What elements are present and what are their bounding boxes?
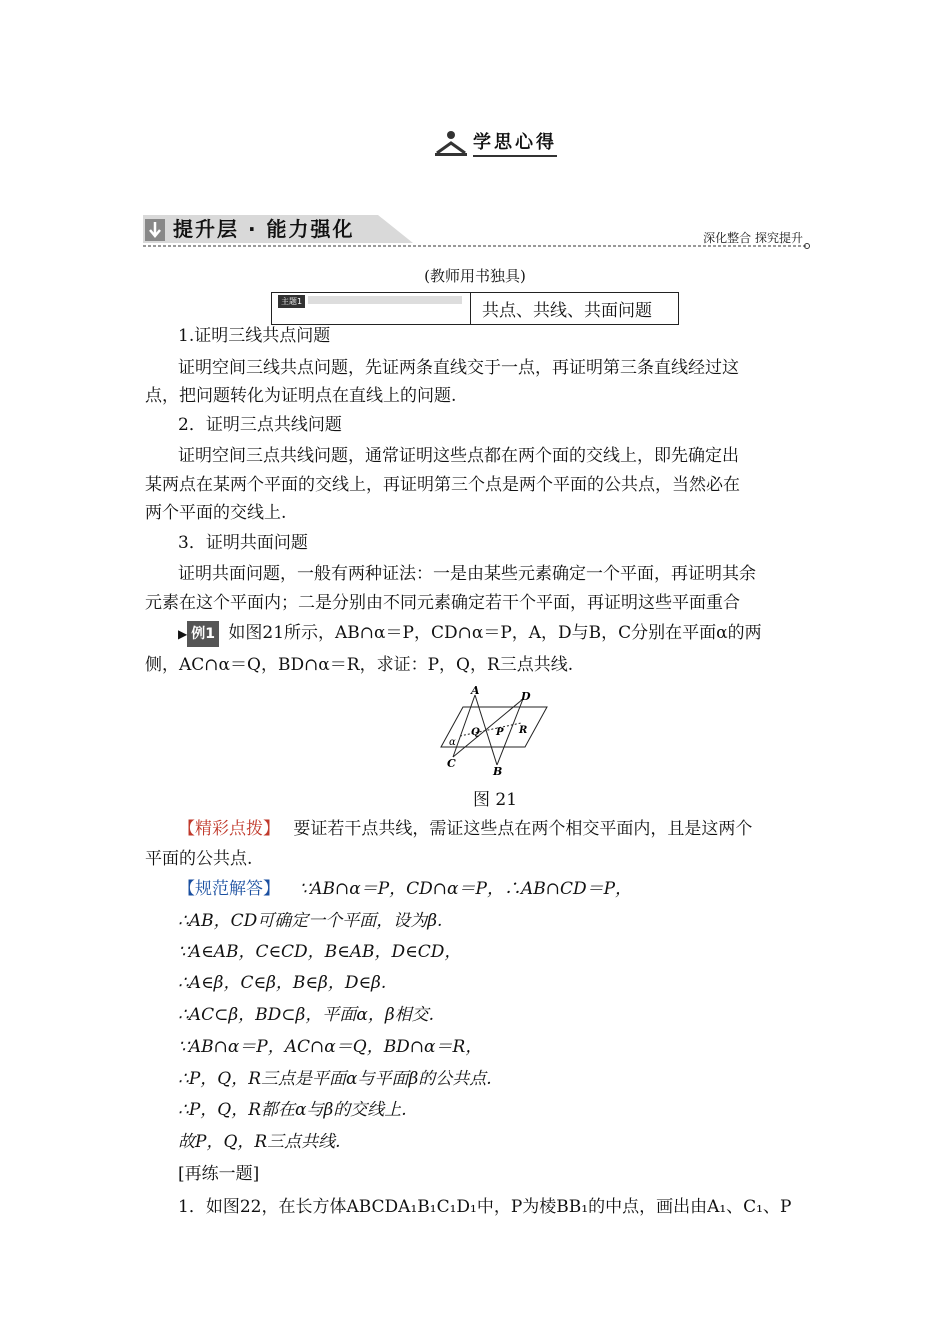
fig-label-alpha: α [449, 737, 456, 748]
practice-heading: [再练一题] [178, 1164, 260, 1184]
teacher-note: (教师用书独具) [424, 267, 526, 285]
hint-label: 【精彩点拨】 [178, 819, 280, 839]
solution-step: ∵A∈AB，C∈CD，B∈AB，D∈CD， [178, 942, 462, 962]
fig-label-Q: Q [471, 727, 480, 738]
example-line: ▶ 例1 如图21所示，AB∩α＝P，CD∩α＝P，A，D与B，C分别在平面α的两 [178, 620, 843, 647]
solution-line [178, 876, 843, 902]
heading-3: 3．证明共面问题 [178, 533, 308, 553]
paragraph: 证明共面问题，一般有两种证法：一是由某些元素确定一个平面，再证明其余 [178, 564, 756, 584]
topic-tag: 主题1 [278, 295, 305, 308]
fig-label-C: C [447, 757, 456, 770]
fig-label-A: A [471, 685, 480, 697]
solution-step: ∴A∈β，C∈β，B∈β，D∈β. [178, 973, 387, 993]
heading-1: 1.证明三线共点问题 [178, 326, 331, 346]
hint-text-2: 平面的公共点. [145, 849, 253, 869]
book-reader-icon [433, 129, 469, 157]
solution-step: ∴AB，CD可确定一个平面，设为β. [178, 911, 443, 931]
hint-line [178, 816, 843, 842]
section-logo [433, 128, 557, 157]
solution-label: 【规范解答】 [178, 879, 280, 899]
solution-step: ∴AC⊂β，BD⊂β，平面α，β相交. [178, 1005, 435, 1025]
paragraph: 两个平面的交线上. [145, 503, 287, 523]
solution-step: ∴P，Q，R都在α与β的交线上. [178, 1100, 407, 1120]
fig-label-P: P [496, 727, 504, 738]
topic-box [271, 292, 679, 325]
figure-caption: 图 21 [472, 790, 518, 810]
heading-2: 2．证明三点共线问题 [178, 415, 342, 435]
paragraph: 某两点在某两个平面的交线上，再证明第三个点是两个平面的公共点，当然必在 [145, 475, 740, 495]
example-tag: 例1 [187, 621, 219, 647]
banner-subtitle: 深化整合 探究提升 [703, 231, 803, 245]
fig-label-B: B [493, 765, 503, 777]
logo-text: 学思心得 [473, 128, 557, 157]
solution-step: ∵AB∩α＝P，CD∩α＝P，∴AB∩CD＝P， [299, 879, 633, 899]
topic-title: 共点、共线、共面问题 [482, 301, 652, 321]
banner-title: 提升层 · 能力强化 [173, 217, 355, 241]
paragraph: 证明空间三线共点问题，先证两条直线交于一点，再证明第三条直线经过这 [178, 358, 739, 378]
hint-text: 要证若干点共线，需证这些点在两个相交平面内，且是这两个 [293, 819, 753, 839]
fig-label-D: D [521, 690, 531, 703]
fig-label-R: R [519, 725, 528, 736]
example-text-2: 侧，AC∩α＝Q，BD∩α＝R，求证：P，Q，R三点共线. [145, 655, 574, 675]
paragraph: 点，把问题转化为证明点在直线上的问题. [145, 386, 457, 406]
example-text: 如图21所示，AB∩α＝P，CD∩α＝P，A，D与B，C分别在平面α的两 [228, 623, 762, 643]
paragraph: 元素在这个平面内；二是分别由不同元素确定若干个平面，再证明这些平面重合 [145, 593, 740, 613]
solution-step: ∴P，Q，R三点是平面α与平面β的公共点. [178, 1069, 492, 1089]
section-banner [143, 211, 811, 251]
solution-step: 故P，Q，R三点共线. [178, 1132, 341, 1152]
paragraph: 证明空间三点共线问题，通常证明这些点都在两个面的交线上，即先确定出 [178, 446, 739, 466]
practice-question: 1．如图22，在长方体ABCDA₁B₁C₁D₁中，P为棱BB₁的中点，画出由A₁、C₁、P [178, 1197, 792, 1217]
figure-21 [435, 685, 555, 777]
solution-step: ∵AB∩α＝P，AC∩α＝Q，BD∩α＝R， [178, 1037, 483, 1057]
